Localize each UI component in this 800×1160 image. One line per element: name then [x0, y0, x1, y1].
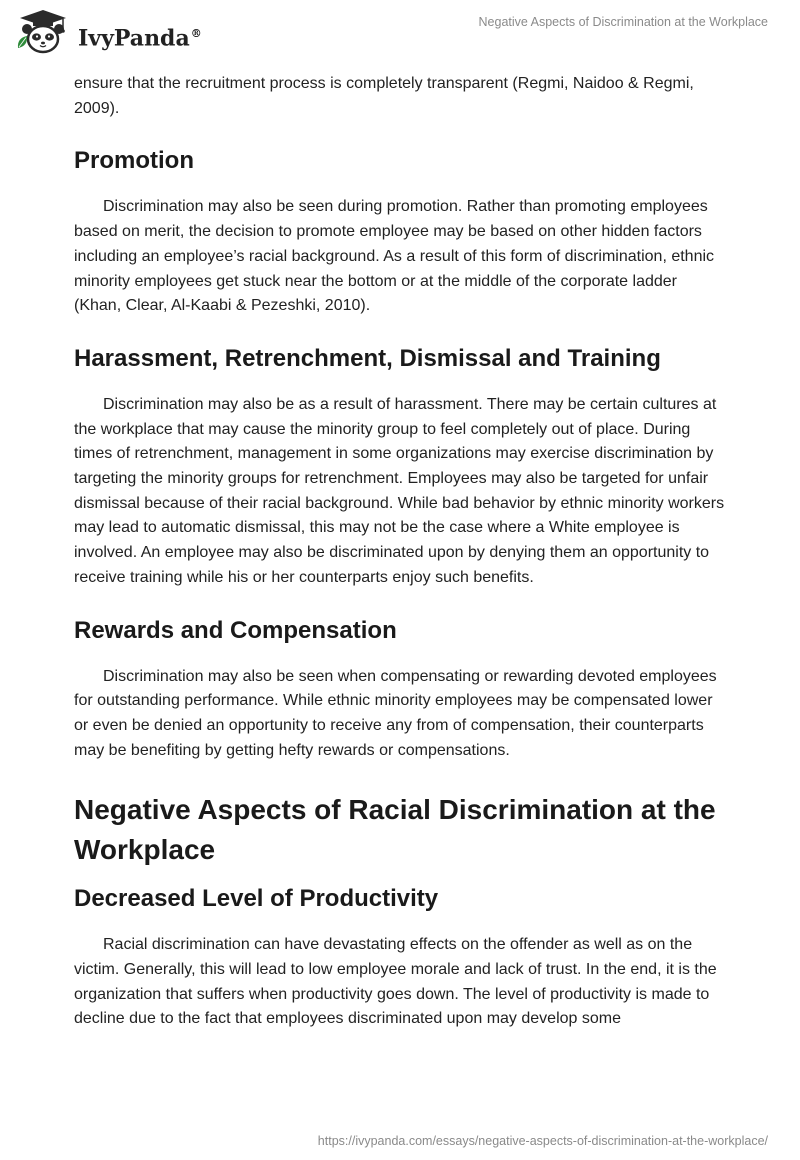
main-section-heading: Negative Aspects of Racial Discrimination at the Workplace	[74, 794, 716, 866]
page-header	[0, 0, 800, 60]
source-url[interactable]: https://ivypanda.com/essays/negative-aspects-of-discrimination-at-the-workplace/	[317, 1134, 768, 1148]
panda-graduate-icon[interactable]	[14, 8, 72, 54]
registered-mark: ®	[190, 27, 202, 40]
document-title: Negative Aspects of Discrimination at the Workplace	[478, 15, 768, 29]
paragraph-promotion: Discrimination may also be seen during promotion. Rather than promoting employees based on merit, the decision to promote employee may be based on other hidden factors including an employee’s racial background. As a result of this form of discrimination, ethnic minority employees get stuck near the bottom or at the middle of the corporate ladder (Khan, Clear, Al-Kaabi & Pezeshki, 2010).	[74, 198, 715, 315]
paragraph-productivity: Racial discrimination can have devastating effects on the offender as well as on the victim. Generally, this will lead to low employee morale and lack of trust. In the end, it is the organization that suffers when productivity goes down. The level of productivity is made to decline due to the fact that employees discriminated upon may develop some	[74, 936, 717, 1028]
heading-productivity: Decreased Level of Productivity	[74, 885, 439, 913]
paragraph-harassment: Discrimination may also be as a result of harassment. There may be certain cultures at the workplace that may cause the minority group to feel completely out of place. During times of retrenchment, management in some organizations may exercise discrimination by targeting the minority groups for retrenchment. Employees may also be targeted for unfair dismissal because of their racial background. While bad behavior by ethnic minority workers may lead to automatic dismissal, this may not be the case where a White employee is involved. An employee may also be discriminated upon by denying them an opportunity to receive training while his or her counterparts enjoy such benefits.	[74, 395, 725, 586]
paragraph-rewards: Discrimination may also be seen when compensating or rewarding devoted employees for outstanding performance. While ethnic minority employees may be compensated lower or even be denied an opportunity to receive any from of compensation, their counterparts may be benefiting by getting hefty rewards or compensations.	[74, 667, 717, 759]
brand-text: IvyPanda	[78, 25, 190, 52]
essay-body	[74, 72, 726, 1032]
heading-harassment: Harassment, Retrenchment, Dismissal and Training	[74, 344, 661, 372]
intro-paragraph-tail: ensure that the recruitment process is completely transparent (Regmi, Naidoo & Regmi, 2009).	[74, 75, 694, 117]
heading-rewards: Rewards and Compensation	[74, 616, 397, 644]
brand-name[interactable]	[78, 21, 202, 51]
heading-promotion: Promotion	[74, 147, 194, 175]
